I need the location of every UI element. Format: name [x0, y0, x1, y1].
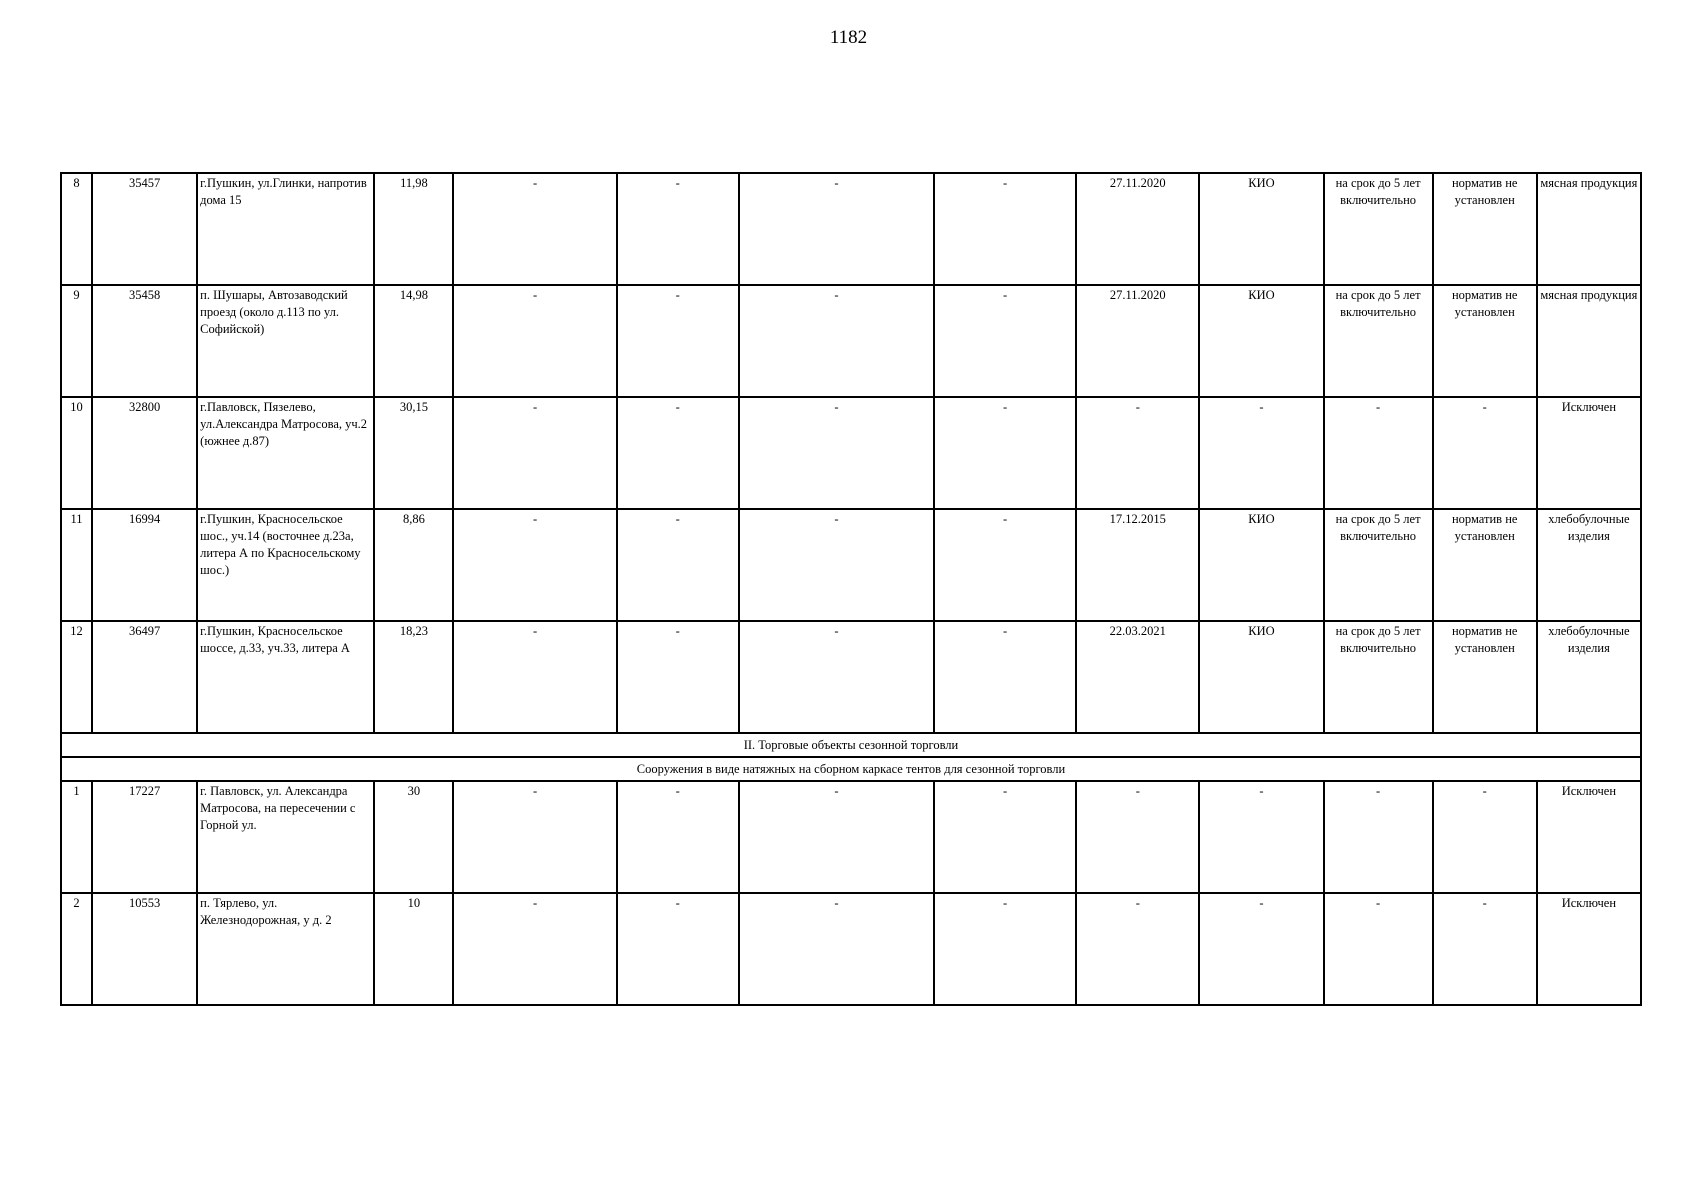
norm-cell: -: [1433, 893, 1537, 1005]
section-heading: II. Торговые объекты сезонной торговли: [61, 733, 1641, 757]
column-5-cell: -: [453, 397, 616, 509]
address-cell: г. Павловск, ул. Александра Матросова, на пересечении с Горной ул.: [197, 781, 374, 893]
term-cell: на срок до 5 лет включительно: [1324, 285, 1433, 397]
column-6-cell: -: [617, 285, 739, 397]
address-cell: п. Шушары, Автозаводский проезд (около д.113 по ул. Софийской): [197, 285, 374, 397]
norm-cell: норматив не установлен: [1433, 509, 1537, 621]
product-type-cell: хлебобулочные изделия: [1537, 509, 1641, 621]
decision-date-cell: 17.12.2015: [1076, 509, 1199, 621]
product-type-cell: мясная продукция: [1537, 285, 1641, 397]
area-cell: 10: [374, 893, 453, 1005]
decision-date-cell: 27.11.2020: [1076, 285, 1199, 397]
column-5-cell: -: [453, 621, 616, 733]
product-type-cell: мясная продукция: [1537, 173, 1641, 285]
organization-cell: -: [1199, 397, 1323, 509]
column-7-cell: -: [739, 173, 934, 285]
table-row: [61, 173, 1641, 285]
column-7-cell: -: [739, 397, 934, 509]
subsection-row: [61, 757, 1641, 781]
column-8-cell: -: [934, 509, 1076, 621]
product-type-cell: Исключен: [1537, 397, 1641, 509]
row-number-cell: 9: [61, 285, 92, 397]
subsection-heading: Сооружения в виде натяжных на сборном каркасе тентов для сезонной торговли: [61, 757, 1641, 781]
address-cell: г.Пушкин, Красносельское шоссе, д.33, уч.33, литера А: [197, 621, 374, 733]
term-cell: на срок до 5 лет включительно: [1324, 621, 1433, 733]
object-id-cell: 35458: [92, 285, 197, 397]
product-type-cell: хлебобулочные изделия: [1537, 621, 1641, 733]
address-cell: г.Пушкин, ул.Глинки, напротив дома 15: [197, 173, 374, 285]
column-5-cell: -: [453, 285, 616, 397]
table-body-seasonal: [61, 781, 1641, 1005]
column-8-cell: -: [934, 285, 1076, 397]
object-id-cell: 10553: [92, 893, 197, 1005]
norm-cell: -: [1433, 781, 1537, 893]
column-6-cell: -: [617, 173, 739, 285]
column-7-cell: -: [739, 621, 934, 733]
decision-date-cell: -: [1076, 893, 1199, 1005]
term-cell: -: [1324, 893, 1433, 1005]
column-8-cell: -: [934, 173, 1076, 285]
area-cell: 14,98: [374, 285, 453, 397]
decision-date-cell: -: [1076, 397, 1199, 509]
organization-cell: КИО: [1199, 285, 1323, 397]
row-number-cell: 12: [61, 621, 92, 733]
area-cell: 18,23: [374, 621, 453, 733]
object-id-cell: 16994: [92, 509, 197, 621]
term-cell: -: [1324, 397, 1433, 509]
column-5-cell: -: [453, 509, 616, 621]
area-cell: 8,86: [374, 509, 453, 621]
page-number: 1182: [829, 27, 868, 48]
trade-objects-table: [60, 172, 1642, 1006]
row-number-cell: 11: [61, 509, 92, 621]
norm-cell: -: [1433, 397, 1537, 509]
table-row: [61, 397, 1641, 509]
column-6-cell: -: [617, 781, 739, 893]
object-id-cell: 36497: [92, 621, 197, 733]
column-7-cell: -: [739, 893, 934, 1005]
row-number-cell: 1: [61, 781, 92, 893]
organization-cell: КИО: [1199, 621, 1323, 733]
object-id-cell: 35457: [92, 173, 197, 285]
row-number-cell: 2: [61, 893, 92, 1005]
row-number-cell: 10: [61, 397, 92, 509]
product-type-cell: Исключен: [1537, 781, 1641, 893]
product-type-cell: Исключен: [1537, 893, 1641, 1005]
organization-cell: -: [1199, 781, 1323, 893]
column-7-cell: -: [739, 285, 934, 397]
table-row: [61, 621, 1641, 733]
term-cell: -: [1324, 781, 1433, 893]
address-cell: п. Тярлево, ул. Железнодорожная, у д. 2: [197, 893, 374, 1005]
column-7-cell: -: [739, 509, 934, 621]
term-cell: на срок до 5 лет включительно: [1324, 509, 1433, 621]
table-row: [61, 893, 1641, 1005]
table-row: [61, 285, 1641, 397]
address-cell: г.Павловск, Пязелево, ул.Александра Матросова, уч.2 (южнее д.87): [197, 397, 374, 509]
organization-cell: КИО: [1199, 173, 1323, 285]
object-id-cell: 32800: [92, 397, 197, 509]
row-number-cell: 8: [61, 173, 92, 285]
column-6-cell: -: [617, 893, 739, 1005]
column-6-cell: -: [617, 621, 739, 733]
section-block: [61, 733, 1641, 781]
column-8-cell: -: [934, 397, 1076, 509]
decision-date-cell: 22.03.2021: [1076, 621, 1199, 733]
column-5-cell: -: [453, 173, 616, 285]
norm-cell: норматив не установлен: [1433, 285, 1537, 397]
norm-cell: норматив не установлен: [1433, 621, 1537, 733]
area-cell: 30: [374, 781, 453, 893]
column-5-cell: -: [453, 893, 616, 1005]
section-row: [61, 733, 1641, 757]
organization-cell: -: [1199, 893, 1323, 1005]
table-row: [61, 509, 1641, 621]
object-id-cell: 17227: [92, 781, 197, 893]
column-6-cell: -: [617, 509, 739, 621]
column-8-cell: -: [934, 621, 1076, 733]
term-cell: на срок до 5 лет включительно: [1324, 173, 1433, 285]
decision-date-cell: 27.11.2020: [1076, 173, 1199, 285]
column-8-cell: -: [934, 893, 1076, 1005]
table-row: [61, 781, 1641, 893]
address-cell: г.Пушкин, Красносельское шос., уч.14 (восточнее д.23а, литера А по Красносельскому шос.): [197, 509, 374, 621]
column-6-cell: -: [617, 397, 739, 509]
column-7-cell: -: [739, 781, 934, 893]
organization-cell: КИО: [1199, 509, 1323, 621]
area-cell: 11,98: [374, 173, 453, 285]
norm-cell: норматив не установлен: [1433, 173, 1537, 285]
column-5-cell: -: [453, 781, 616, 893]
column-8-cell: -: [934, 781, 1076, 893]
area-cell: 30,15: [374, 397, 453, 509]
decision-date-cell: -: [1076, 781, 1199, 893]
table-body-kiosks: [61, 173, 1641, 733]
